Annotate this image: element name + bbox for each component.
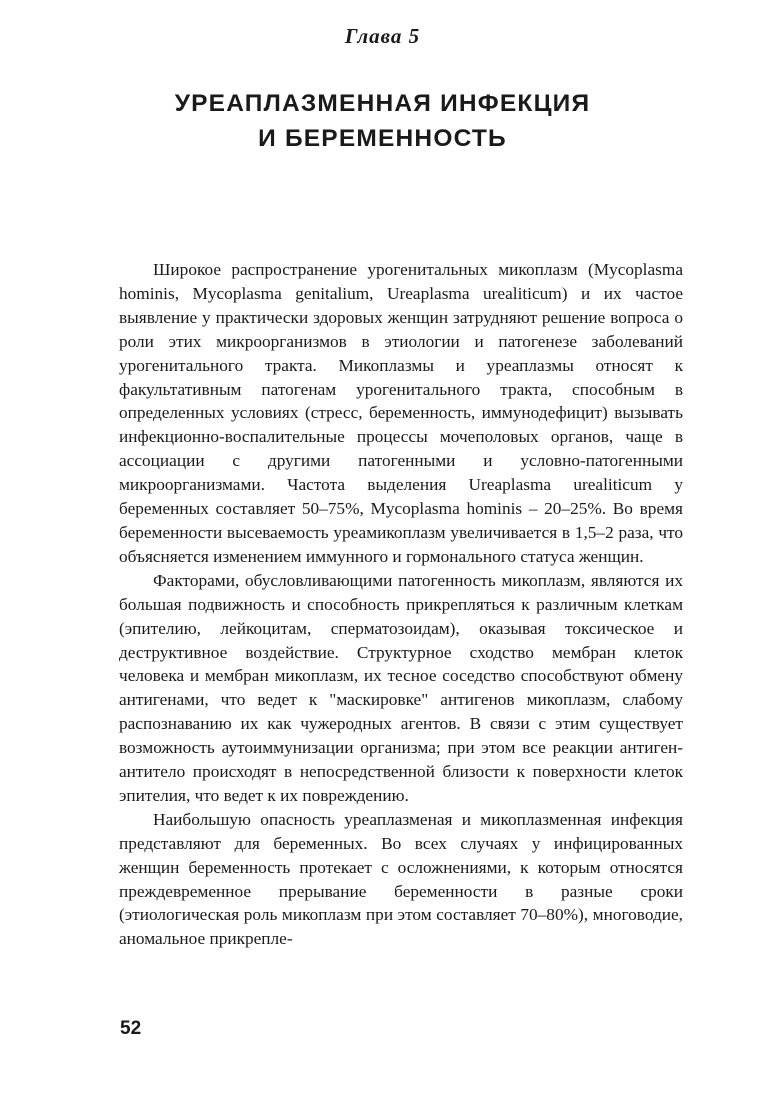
paragraph-2: Факторами, обусловливающими патогенность микоплазм, являются их большая подвижность и способность прикрепляться к различным клеткам (эпителию, лейкоцитам, сперматозоидам), оказывая токсическое и деструктивное воздействие. Структурное сходство мембран клеток человека и мембран микоплазм, их тесное соседство способствуют обмену антигенами, что ведет к "маскировке" антигенов микоплазм, слабому распознаванию их как чужеродных агентов. В связи с этим существует возможность аутоиммунизации организма; при этом все реакции антиген-антитело происходят в непосредственной близости к поверхности клеток эпителия, что ведет к их повреждению.: [119, 570, 683, 805]
chapter-label: Глава 5: [344, 24, 421, 48]
paragraph-1: Широкое распространение урогенитальных микоплазм (Mycoplasma hominis, Mycoplasma genitalium, Ureaplasma urealiticum) и их частое выявление у практически здоровых женщин затрудняют решение вопроса о роли этих микроорганизмов в этиологии и патогенезе заболеваний урогенитального тракта. Микоплазмы и уреаплазмы относят к факультативным патогенам урогенитального тракта, способным в определенных условиях (стресс, беременность, иммунодефицит) вызывать инфекционно-воспалительные процессы мочеполовых органов, чаще в ассоциации с другими патогенными и условно-патогенными микроорганизмами. Частота выделения Ureaplasma urealiticum у беременных составляет 50–75%, Mycoplasma hominis – 20–25%. Во время беременности высеваемость уреамикоплазм увеличивается в 1,5–2 раза, что объясняется изменением иммунного и гормонального статуса женщин.: [119, 260, 683, 566]
chapter-title: [0, 86, 765, 156]
page-number: 52: [120, 1018, 142, 1039]
body-text: [119, 258, 683, 951]
chapter-title-line-2: И БЕРЕМЕННОСТЬ: [258, 125, 507, 152]
paragraph-3: Наибольшую опасность уреаплазменая и микоплазменная инфекция представляют для беременных. Во всех случаях у инфицированных женщин беременность протекает с осложнениями, к которым относятся преждевременное прерывание беременности в разные сроки (этиологическая роль микоплазм при этом составляет 70–80%), многоводие, аномальное прикрепле-: [119, 809, 683, 949]
chapter-title-line-1: УРЕАПЛАЗМЕННАЯ ИНФЕКЦИЯ: [174, 90, 591, 117]
